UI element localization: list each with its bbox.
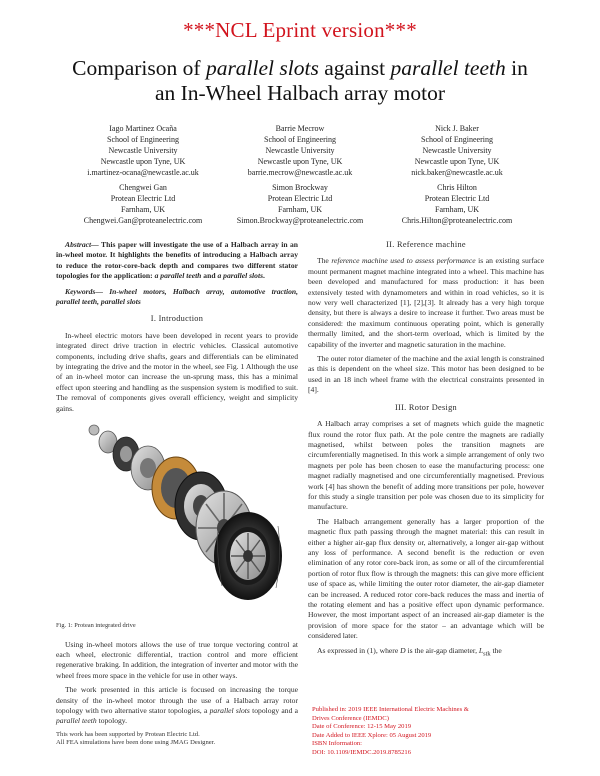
paragraph: The work presented in this article is focused on increasing the torque density of the in-wheel motor through the use of a Halbach array rotor topology with two alternative stator topologies, a parallel slots topology and a parallel teeth topology. <box>56 685 299 726</box>
paragraph: As expressed in (1), where D is the air-gap diameter, $L_{stk}$ the <box>317 645 502 658</box>
author-block: Iago Martinez Ocaña School of Engineering Newcastle University Newcastle upon Tyne, UK i.martinez-ocana@newcastle.ac.uk <box>87 124 199 177</box>
footnote: This work has been supported by Protean Electric Ltd. All FEA simulations have been done using JMAG Designer. <box>56 730 216 747</box>
eprint-banner: ***NCL Eprint version*** <box>183 18 417 42</box>
figure-protean-drive <box>66 418 292 623</box>
left-column <box>56 240 298 748</box>
keywords: Keywords— In-wheel motors, Halbach array, automotive traction, parallel teeth, parallel slots <box>56 286 298 307</box>
author-block: Simon Brockway Protean Electric Ltd Farnham, UK Simon.Brockway@proteanelectric.com <box>236 183 364 225</box>
paper-title: Comparison of parallel slots against parallel teeth in an In-Wheel Halbach array motor <box>72 56 528 105</box>
publication-info: Published in: 2019 IEEE International Electric Machines & Drives Conference (IEMDC) Date of Conference: 12-15 May 2019 Date Added to IEEE Xplore: 05 August 2019 ISBN Information: DOI: 10.1109/IEMDC.2019.8785216 <box>312 706 469 756</box>
author-block: Chris Hilton Protean Electric Ltd Farnham, UK Chris.Hilton@proteanelectric.com <box>401 183 513 225</box>
paragraph: The Halbach arrangement generally has a larger proportion of the magnetic flux path passing through the magnet material: this can result in either a higher air-gap flux density or, alternatively, a longer air-gap without any loss of performance. A second benefit is the reduction or even elimination of any rotor core-back iron, as some or all of the circumferential portion of rotor flux flow is through the magnets: this can give more efficient use of space as, while limiting the outer rotor diameter, the air-gap diameter can be increased. A reduced rotor core-back reduces the mass and inertia of the rotating element and has a positive effect upon dynamic performance. However, the most important aspect of an increased air-gap diameter is the provision of more space for the stator – an advantage which will be considered later. <box>308 516 544 641</box>
abstract: Abstract— This paper will investigate the use of a Halbach array in an in-wheel motor. It highlights the benefits of introducing a Halbach array to reduce the rotor-core-back depth and compares two different stator topologies for the application: a parallel teeth and a parallel slots. <box>56 240 298 281</box>
section-heading-rotor-design: III. Rotor Design <box>394 402 457 412</box>
paragraph: The reference machine used to assess performance is an existing surface mount permanent magnet machine integrated into a wheel. This machine has been developed and manufactured for mass production: it has been extensively tested with dynamometers and within in road vehicles, so it is now very well characterized [1], [2],[3]. It already has a very high torque density, but there is always a desire to increase it further. Two areas must be considered: the maximum continuous operating point, which is generally thermally limited, and the short-term overload, which is limited by the capability of the inverter and magnetic saturation in the machine. <box>308 256 544 349</box>
paragraph: Using in-wheel motors allows the use of true torque vectoring control at each wheel, electronic differential, traction control and more efficient regenerative braking. In addition, the integration of inverter and motor with the wheel frees more space in the vehicle for use in other ways. <box>56 639 298 680</box>
exploded-wheel-image <box>66 418 292 623</box>
paragraph: A Halbach array comprises a set of magnets which guide the magnetic flux round the rotor flux path. At the pole centre the magnets are radially magnetised, whilst between poles the transition magnets are circumferentially magnetised. In this work a simple arrangement of only two magnets per pole has been chosen to ease the manufacturing process: one magnet radially magnetised and one circumferentially magnetised. Previous work [4] has shown the benefit of adding more transitions per pole, however for this study a single transition per pole was chosen due to its simplicity for manufacture. <box>308 419 544 512</box>
author-block: Nick J. Baker School of Engineering Newcastle University Newcastle upon Tyne, UK nick.baker@newcastle.ac.uk <box>411 124 503 177</box>
section-heading-introduction: I. Introduction <box>150 314 204 324</box>
paragraph: The outer rotor diameter of the machine and the axial length is constrained as this is dependent on the wheel size. This motor has been designed to be used in an 18 inch wheel frame with the electrical constraints presented in [4]. <box>308 354 544 395</box>
figure-caption: Fig. 1: Protean integrated drive <box>56 622 136 630</box>
paragraph: In-wheel electric motors have been developed in recent years to provide integrated direct drive traction in electric vehicles. Classical automotive components, including drive shafts, gears and differentials can be eliminated by integrating the drive and the motor in the wheel, see Fig. 1 Although the use of an in-wheel motor can increase the un-sprung mass, this has a minimal effect upon steering and handling as the suspension system is modified to suit. The removal of components gives overall efficiency, weight and simplicity gains. <box>56 330 298 413</box>
author-block: Barrie Mecrow School of Engineering Newcastle University Newcastle upon Tyne, UK barrie.mecrow@newcastle.ac.uk <box>247 124 353 177</box>
section-heading-reference-machine: II. Reference machine <box>386 240 466 249</box>
author-block: Chengwei Gan Protean Electric Ltd Farnham, UK Chengwei.Gan@proteanelectric.com <box>83 183 203 225</box>
right-column <box>308 240 544 664</box>
